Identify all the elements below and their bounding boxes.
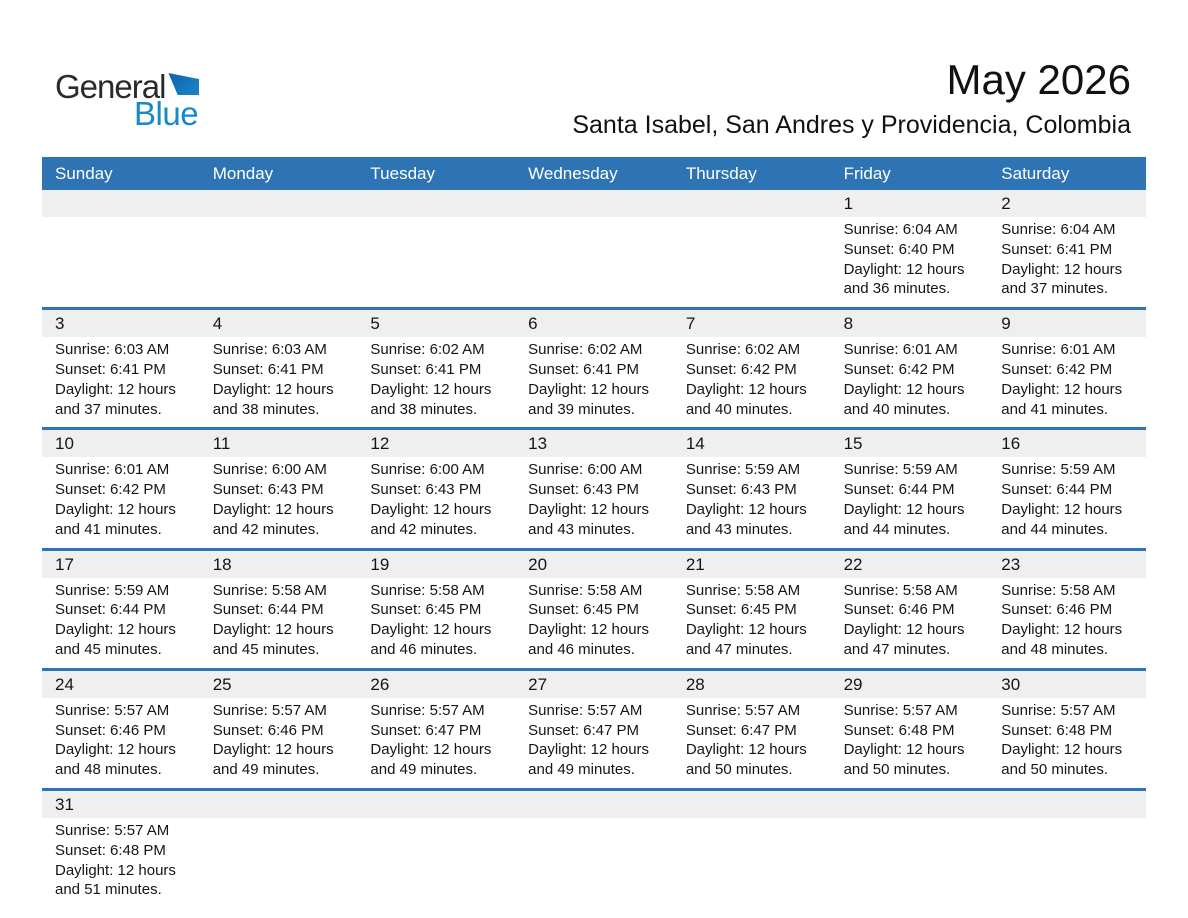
- daylight-text-line1: Daylight: 12 hours: [1001, 260, 1123, 278]
- day-cell: [357, 430, 515, 547]
- sunset-text: Sunset: 6:43 PM: [370, 481, 482, 499]
- month-title: May 2026: [946, 56, 1131, 103]
- daylight-text-line2: and 48 minutes.: [55, 761, 162, 779]
- day-details: [515, 578, 673, 668]
- sunrise-text: Sunrise: 5:57 AM: [55, 701, 170, 719]
- daylight-text-line1: Daylight: 12 hours: [212, 380, 334, 398]
- day-details: [42, 818, 200, 908]
- daylight-text-line2: and 41 minutes.: [55, 520, 162, 538]
- day-number: 10: [42, 430, 200, 457]
- daylight-text-line2: and 50 minutes.: [1001, 761, 1109, 779]
- day-number: 16: [988, 430, 1146, 457]
- day-cell: [200, 430, 358, 547]
- sunrise-text: Sunrise: 6:04 AM: [1001, 221, 1116, 238]
- day-cell: [988, 430, 1146, 547]
- day-details: [357, 217, 515, 228]
- day-cell: [831, 671, 989, 788]
- day-number: 17: [42, 551, 200, 578]
- logo-text-blue: Blue: [134, 95, 199, 132]
- daylight-text-line1: Daylight: 12 hours: [370, 741, 492, 759]
- sunrise-text: Sunrise: 5:57 AM: [843, 701, 958, 719]
- sunrise-text: Sunrise: 6:01 AM: [55, 461, 170, 479]
- empty-cell: [515, 791, 673, 908]
- daylight-text-line2: and 40 minutes.: [685, 400, 793, 418]
- daylight-text-line2: and 36 minutes.: [843, 280, 951, 298]
- day-number: [673, 791, 831, 818]
- day-details: [515, 698, 673, 788]
- day-number: 22: [831, 551, 989, 578]
- day-number: 30: [988, 671, 1146, 698]
- day-number: [515, 190, 673, 217]
- daylight-text-line2: and 47 minutes.: [843, 640, 951, 658]
- sunrise-text: Sunrise: 6:00 AM: [370, 461, 485, 479]
- daylight-text-line2: and 38 minutes.: [212, 400, 320, 418]
- day-cell: [515, 430, 673, 547]
- daylight-text-line2: and 38 minutes.: [370, 400, 478, 418]
- day-cell: [200, 551, 358, 668]
- sunrise-text: Sunrise: 5:59 AM: [843, 461, 958, 479]
- day-details: [357, 578, 515, 668]
- day-cell: [515, 671, 673, 788]
- day-cell: [42, 430, 200, 547]
- day-number: 24: [42, 671, 200, 698]
- day-details: [673, 457, 831, 547]
- weekday-header: [42, 157, 1146, 190]
- daylight-text-line2: and 43 minutes.: [528, 520, 635, 538]
- day-number: [831, 791, 989, 818]
- day-details: [42, 578, 200, 668]
- empty-cell: [673, 190, 831, 307]
- day-cell: [42, 310, 200, 427]
- sunrise-text: Sunrise: 5:58 AM: [685, 581, 801, 599]
- day-details: [673, 698, 831, 788]
- day-details: [200, 698, 358, 788]
- daylight-text-line2: and 50 minutes.: [843, 761, 951, 779]
- week-row: [42, 791, 1146, 908]
- week-row: [42, 190, 1146, 310]
- sunset-text: Sunset: 6:46 PM: [1001, 601, 1113, 619]
- day-details: [42, 457, 200, 547]
- daylight-text-line2: and 45 minutes.: [55, 640, 162, 658]
- day-cell: [673, 671, 831, 788]
- sunset-text: Sunset: 6:43 PM: [685, 481, 797, 499]
- day-cell: [42, 671, 200, 788]
- day-details: [988, 698, 1146, 788]
- calendar-body: [42, 190, 1146, 908]
- empty-cell: [200, 190, 358, 307]
- sunrise-text: Sunrise: 5:58 AM: [212, 581, 327, 599]
- day-details: [357, 818, 515, 829]
- day-details: [673, 578, 831, 668]
- sunset-text: Sunset: 6:45 PM: [370, 601, 482, 619]
- day-details: [357, 337, 515, 427]
- day-cell: [988, 671, 1146, 788]
- day-number: 18: [200, 551, 358, 578]
- weekday-label: Tuesday: [370, 164, 435, 183]
- daylight-text-line1: Daylight: 12 hours: [55, 380, 176, 398]
- empty-cell: [357, 791, 515, 908]
- sunset-text: Sunset: 6:40 PM: [843, 240, 955, 258]
- sunset-text: Sunset: 6:45 PM: [685, 601, 797, 619]
- calendar-table: [42, 157, 1146, 908]
- day-number: 1: [831, 190, 989, 217]
- daylight-text-line1: Daylight: 12 hours: [528, 380, 650, 398]
- sunrise-text: Sunrise: 5:59 AM: [1001, 461, 1116, 479]
- day-details: [831, 457, 989, 547]
- daylight-text-line1: Daylight: 12 hours: [370, 500, 492, 518]
- sunrise-text: Sunrise: 5:57 AM: [55, 821, 170, 839]
- sunset-text: Sunset: 6:43 PM: [528, 481, 640, 499]
- day-number: 4: [200, 310, 358, 337]
- sunset-text: Sunset: 6:42 PM: [843, 360, 955, 378]
- daylight-text-line1: Daylight: 12 hours: [528, 621, 650, 639]
- day-number: 3: [42, 310, 200, 337]
- sunset-text: Sunset: 6:48 PM: [55, 841, 166, 859]
- daylight-text-line2: and 37 minutes.: [55, 400, 162, 418]
- sunrise-text: Sunrise: 6:02 AM: [370, 341, 485, 359]
- day-cell: [357, 671, 515, 788]
- daylight-text-line1: Daylight: 12 hours: [55, 741, 176, 759]
- day-details: [357, 698, 515, 788]
- day-number: 9: [988, 310, 1146, 337]
- day-number: 21: [673, 551, 831, 578]
- day-cell: [673, 310, 831, 427]
- day-number: 29: [831, 671, 989, 698]
- day-number: 28: [673, 671, 831, 698]
- daylight-text-line1: Daylight: 12 hours: [1001, 380, 1123, 398]
- daylight-text-line1: Daylight: 12 hours: [1001, 741, 1123, 759]
- weekday-label: Saturday: [1001, 164, 1070, 183]
- day-number: 15: [831, 430, 989, 457]
- daylight-text-line2: and 44 minutes.: [843, 520, 951, 538]
- daylight-text-line2: and 50 minutes.: [685, 761, 793, 779]
- day-details: [200, 457, 358, 547]
- sunrise-text: Sunrise: 5:58 AM: [370, 581, 485, 599]
- day-details: [831, 698, 989, 788]
- day-details: [42, 698, 200, 788]
- daylight-text-line1: Daylight: 12 hours: [528, 741, 650, 759]
- day-cell: [42, 551, 200, 668]
- daylight-text-line2: and 51 minutes.: [55, 881, 162, 899]
- day-cell: [357, 310, 515, 427]
- sunset-text: Sunset: 6:46 PM: [843, 601, 955, 619]
- daylight-text-line1: Daylight: 12 hours: [685, 621, 807, 639]
- day-cell: [357, 551, 515, 668]
- day-number: 13: [515, 430, 673, 457]
- day-details: [200, 217, 358, 228]
- day-details: [831, 217, 989, 307]
- sunset-text: Sunset: 6:47 PM: [370, 721, 482, 739]
- day-number: [988, 791, 1146, 818]
- sunset-text: Sunset: 6:45 PM: [528, 601, 640, 619]
- daylight-text-line2: and 39 minutes.: [528, 400, 635, 418]
- daylight-text-line1: Daylight: 12 hours: [212, 500, 334, 518]
- sunrise-text: Sunrise: 5:59 AM: [55, 581, 170, 599]
- empty-cell: [357, 190, 515, 307]
- weekday-label: Sunday: [55, 164, 113, 183]
- daylight-text-line1: Daylight: 12 hours: [843, 500, 965, 518]
- daylight-text-line2: and 40 minutes.: [843, 400, 951, 418]
- daylight-text-line1: Daylight: 12 hours: [685, 741, 807, 759]
- day-details: [831, 818, 989, 829]
- week-row: [42, 671, 1146, 791]
- empty-cell: [673, 791, 831, 908]
- sunset-text: Sunset: 6:42 PM: [1001, 360, 1113, 378]
- weekday-label: Monday: [212, 164, 274, 183]
- empty-cell: [988, 791, 1146, 908]
- day-cell: [515, 310, 673, 427]
- day-number: 6: [515, 310, 673, 337]
- sunset-text: Sunset: 6:44 PM: [55, 601, 166, 619]
- daylight-text-line1: Daylight: 12 hours: [528, 500, 650, 518]
- day-details: [515, 818, 673, 829]
- day-cell: [831, 430, 989, 547]
- sunset-text: Sunset: 6:41 PM: [528, 360, 640, 378]
- daylight-text-line1: Daylight: 12 hours: [1001, 500, 1123, 518]
- day-details: [42, 217, 200, 228]
- day-cell: [831, 190, 989, 307]
- daylight-text-line2: and 49 minutes.: [212, 761, 320, 779]
- daylight-text-line2: and 41 minutes.: [1001, 400, 1109, 418]
- sunrise-text: Sunrise: 6:03 AM: [212, 341, 327, 359]
- sunset-text: Sunset: 6:41 PM: [55, 360, 166, 378]
- sunset-text: Sunset: 6:47 PM: [528, 721, 640, 739]
- sunrise-text: Sunrise: 6:03 AM: [55, 341, 170, 359]
- day-number: 19: [357, 551, 515, 578]
- sunset-text: Sunset: 6:44 PM: [1001, 481, 1113, 499]
- day-number: 8: [831, 310, 989, 337]
- daylight-text-line2: and 47 minutes.: [685, 640, 793, 658]
- daylight-text-line1: Daylight: 12 hours: [1001, 621, 1123, 639]
- sunrise-text: Sunrise: 5:57 AM: [528, 701, 643, 719]
- daylight-text-line1: Daylight: 12 hours: [55, 500, 176, 518]
- day-details: [200, 337, 358, 427]
- empty-cell: [42, 190, 200, 307]
- sunrise-text: Sunrise: 5:57 AM: [1001, 701, 1116, 719]
- week-row: [42, 310, 1146, 430]
- daylight-text-line1: Daylight: 12 hours: [843, 260, 965, 278]
- day-number: [357, 190, 515, 217]
- day-details: [673, 217, 831, 228]
- day-cell: [831, 310, 989, 427]
- sunset-text: Sunset: 6:42 PM: [685, 360, 797, 378]
- day-number: [357, 791, 515, 818]
- sunrise-text: Sunrise: 5:58 AM: [843, 581, 958, 599]
- day-details: [988, 337, 1146, 427]
- sunrise-text: Sunrise: 5:58 AM: [1001, 581, 1116, 599]
- day-cell: [673, 430, 831, 547]
- title-block: [572, 57, 1131, 140]
- daylight-text-line1: Daylight: 12 hours: [685, 380, 807, 398]
- daylight-text-line2: and 42 minutes.: [370, 520, 478, 538]
- day-cell: [988, 190, 1146, 307]
- day-details: [673, 337, 831, 427]
- daylight-text-line2: and 49 minutes.: [370, 761, 478, 779]
- day-number: 12: [357, 430, 515, 457]
- daylight-text-line1: Daylight: 12 hours: [685, 500, 807, 518]
- daylight-text-line1: Daylight: 12 hours: [55, 861, 176, 879]
- day-number: 11: [200, 430, 358, 457]
- day-details: [515, 217, 673, 228]
- day-number: [200, 190, 358, 217]
- day-cell: [42, 791, 200, 908]
- day-details: [42, 337, 200, 427]
- sunset-text: Sunset: 6:41 PM: [1001, 240, 1113, 258]
- day-number: [200, 791, 358, 818]
- day-details: [988, 578, 1146, 668]
- day-number: 20: [515, 551, 673, 578]
- sunrise-text: Sunrise: 6:02 AM: [685, 341, 801, 359]
- day-cell: [673, 551, 831, 668]
- sunset-text: Sunset: 6:46 PM: [55, 721, 166, 739]
- empty-cell: [200, 791, 358, 908]
- day-number: 5: [357, 310, 515, 337]
- weekday-label: Wednesday: [528, 164, 618, 183]
- day-details: [988, 217, 1146, 307]
- sunrise-text: Sunrise: 6:01 AM: [1001, 341, 1116, 359]
- daylight-text-line2: and 46 minutes.: [370, 640, 478, 658]
- daylight-text-line2: and 42 minutes.: [212, 520, 320, 538]
- daylight-text-line1: Daylight: 12 hours: [843, 380, 965, 398]
- week-row: [42, 551, 1146, 671]
- day-details: [988, 818, 1146, 829]
- daylight-text-line1: Daylight: 12 hours: [843, 621, 965, 639]
- day-number: 27: [515, 671, 673, 698]
- logo-triangle-icon: [168, 73, 199, 95]
- logo-text-general: General: [55, 68, 166, 105]
- general-blue-logo: [55, 68, 199, 132]
- day-number: 26: [357, 671, 515, 698]
- sunset-text: Sunset: 6:44 PM: [212, 601, 324, 619]
- weekday-label: Friday: [843, 164, 891, 183]
- day-cell: [831, 551, 989, 668]
- day-number: [673, 190, 831, 217]
- day-cell: [200, 310, 358, 427]
- day-details: [357, 457, 515, 547]
- sunrise-text: Sunrise: 6:04 AM: [843, 221, 958, 238]
- day-details: [673, 818, 831, 829]
- day-number: 7: [673, 310, 831, 337]
- day-details: [831, 337, 989, 427]
- day-number: 31: [42, 791, 200, 818]
- sunset-text: Sunset: 6:41 PM: [212, 360, 324, 378]
- sunrise-text: Sunrise: 5:57 AM: [212, 701, 327, 719]
- day-number: 25: [200, 671, 358, 698]
- daylight-text-line2: and 44 minutes.: [1001, 520, 1109, 538]
- day-details: [200, 578, 358, 668]
- day-number: 14: [673, 430, 831, 457]
- weekday-label: Thursday: [685, 164, 757, 183]
- sunrise-text: Sunrise: 5:58 AM: [528, 581, 643, 599]
- week-row: [42, 430, 1146, 550]
- day-cell: [515, 551, 673, 668]
- daylight-text-line2: and 43 minutes.: [685, 520, 793, 538]
- day-details: [831, 578, 989, 668]
- daylight-text-line1: Daylight: 12 hours: [55, 621, 176, 639]
- sunset-text: Sunset: 6:43 PM: [212, 481, 324, 499]
- sunrise-text: Sunrise: 5:59 AM: [685, 461, 801, 479]
- daylight-text-line2: and 45 minutes.: [212, 640, 320, 658]
- day-details: [200, 818, 358, 829]
- empty-cell: [515, 190, 673, 307]
- daylight-text-line1: Daylight: 12 hours: [370, 621, 492, 639]
- day-cell: [200, 671, 358, 788]
- day-number: 2: [988, 190, 1146, 217]
- day-number: [515, 791, 673, 818]
- sunrise-text: Sunrise: 6:02 AM: [528, 341, 643, 359]
- sunset-text: Sunset: 6:48 PM: [1001, 721, 1113, 739]
- day-number: 23: [988, 551, 1146, 578]
- day-details: [515, 457, 673, 547]
- daylight-text-line1: Daylight: 12 hours: [843, 741, 965, 759]
- daylight-text-line2: and 49 minutes.: [528, 761, 635, 779]
- sunrise-text: Sunrise: 6:01 AM: [843, 341, 958, 359]
- daylight-text-line1: Daylight: 12 hours: [212, 741, 334, 759]
- empty-cell: [831, 791, 989, 908]
- sunrise-text: Sunrise: 6:00 AM: [528, 461, 643, 479]
- sunset-text: Sunset: 6:41 PM: [370, 360, 482, 378]
- sunset-text: Sunset: 6:46 PM: [212, 721, 324, 739]
- location-subtitle: Santa Isabel, San Andres y Providencia, Colombia: [572, 111, 1131, 139]
- day-details: [515, 337, 673, 427]
- day-cell: [988, 551, 1146, 668]
- sunrise-text: Sunrise: 6:00 AM: [212, 461, 327, 479]
- day-number: [42, 190, 200, 217]
- sunrise-text: Sunrise: 5:57 AM: [370, 701, 485, 719]
- sunset-text: Sunset: 6:44 PM: [843, 481, 955, 499]
- sunset-text: Sunset: 6:48 PM: [843, 721, 955, 739]
- daylight-text-line2: and 48 minutes.: [1001, 640, 1109, 658]
- sunrise-text: Sunrise: 5:57 AM: [685, 701, 801, 719]
- daylight-text-line1: Daylight: 12 hours: [212, 621, 334, 639]
- daylight-text-line1: Daylight: 12 hours: [370, 380, 492, 398]
- day-details: [988, 457, 1146, 547]
- day-cell: [988, 310, 1146, 427]
- daylight-text-line2: and 46 minutes.: [528, 640, 635, 658]
- daylight-text-line2: and 37 minutes.: [1001, 280, 1109, 298]
- sunset-text: Sunset: 6:42 PM: [55, 481, 166, 499]
- sunset-text: Sunset: 6:47 PM: [685, 721, 797, 739]
